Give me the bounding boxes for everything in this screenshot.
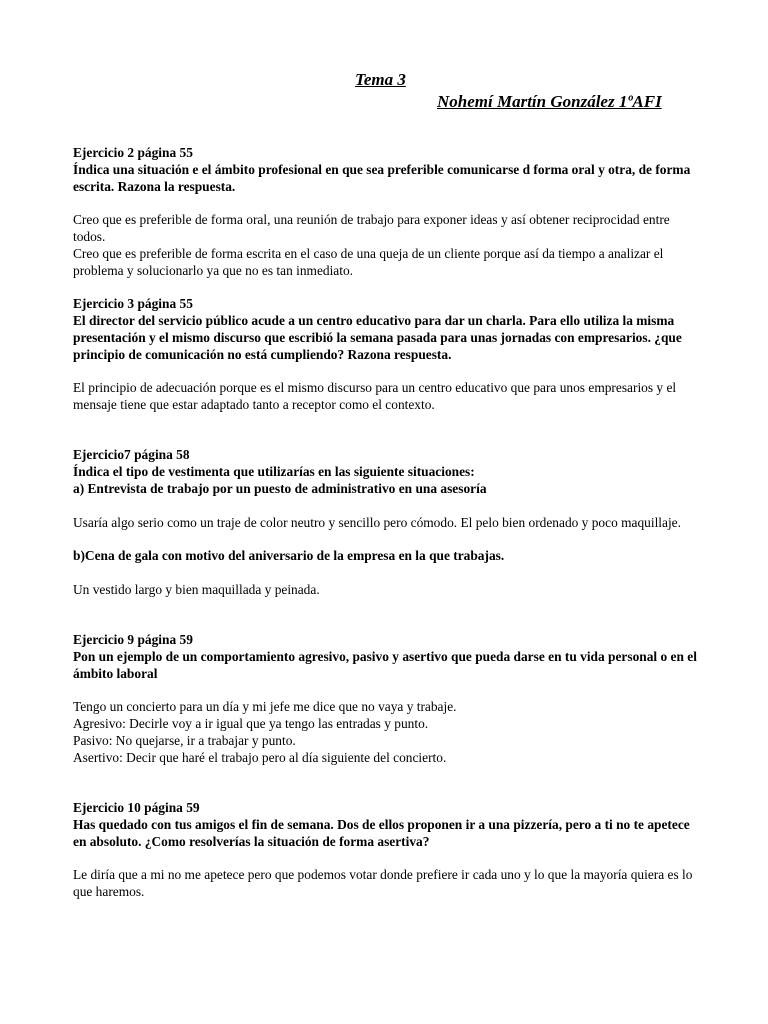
exercise-subquestion-b: b)Cena de gala con motivo del aniversario de la empresa en la que trabajas. [73, 548, 505, 564]
exercise-question: Índica una situación e el ámbito profesional en que sea preferible comunicarse d forma oral y otra, de forma escrita. Razona la respuesta. [73, 161, 691, 194]
document-body [73, 145, 698, 901]
answer-paragraph: Pasivo: No quejarse, ir a trabajar y punto. [73, 732, 296, 748]
answer-paragraph: Usaría algo serio como un traje de color neutro y sencillo pero cómodo. El pelo bien ordenado y poco maquillaje. [73, 514, 681, 530]
exercise-3 [73, 296, 698, 414]
exercise-answer [73, 212, 698, 279]
exercise-heading: Ejercicio7 página 58 [73, 447, 190, 463]
answer-paragraph: Agresivo: Decirle voy a ir igual que ya tengo las entradas y punto. [73, 716, 429, 732]
exercise-answer-b [73, 582, 698, 599]
exercise-answer [73, 867, 698, 901]
exercise-7 [73, 447, 698, 598]
answer-paragraph: Un vestido largo y bien maquillada y peinada. [73, 581, 320, 597]
exercise-heading: Ejercicio 9 página 59 [73, 632, 193, 648]
exercise-subquestion-a: a) Entrevista de trabajo por un puesto de administrativo en una asesoría [73, 480, 487, 496]
exercise-answer [73, 699, 698, 766]
answer-paragraph: Creo que es preferible de forma oral, una reunión de trabajo para exponer ideas y así obtener reciprocidad entre todos. [73, 212, 670, 244]
exercise-question: Has quedado con tus amigos el fin de semana. Dos de ellos proponen ir a una pizzería, pero a ti no te apetece en absoluto. ¿Como resolverías la situación de forma asertiva? [73, 816, 690, 849]
answer-paragraph: El principio de adecuación porque es el mismo discurso para un centro educativo que para unos empresarios y el mensaje tiene que estar adaptado tanto a receptor como el contexto. [73, 380, 677, 412]
exercise-question: Pon un ejemplo de un comportamiento agresivo, pasivo y asertivo que pueda darse en tu vida personal o en el ámbito laboral [73, 648, 697, 681]
exercise-answer [73, 380, 698, 414]
exercise-question: Índica el tipo de vestimenta que utilizarías en las siguiente situaciones: [73, 464, 475, 480]
document-title: Tema 3 [355, 70, 406, 89]
answer-paragraph: Tengo un concierto para un día y mi jefe me dice que no vaya y trabaje. [73, 699, 457, 715]
answer-paragraph: Creo que es preferible de forma escrita en el caso de una queja de un cliente porque así da tiempo a analizar el problema y solucionarlo ya que no es tan inmediato. [73, 245, 664, 278]
exercise-10 [73, 800, 698, 901]
exercise-heading: Ejercicio 10 página 59 [73, 800, 200, 816]
exercise-heading: Ejercicio 2 página 55 [73, 145, 193, 160]
exercise-heading: Ejercicio 3 página 55 [73, 296, 193, 312]
exercise-answer-a [73, 515, 698, 532]
exercise-question: El director del servicio público acude a un centro educativo para dar un charla. Para ello utiliza la misma presentación y el mismo discurso que escribió la semana pasada para unas jornadas con empresarios. ¿que principio de comunicación no está cumpliendo? Razona respuesta. [73, 312, 682, 362]
exercise-9 [73, 632, 698, 766]
answer-paragraph: Asertivo: Decir que haré el trabajo pero al día siguiente del concierto. [73, 749, 447, 765]
exercise-2 [73, 145, 698, 279]
answer-paragraph: Le diría que a mi no me apetece pero que podemos votar donde prefiere ir cada uno y lo que la mayoría quiera es lo que haremos. [73, 867, 693, 900]
document-author: Nohemí Martín González 1ºAFI [437, 92, 662, 111]
